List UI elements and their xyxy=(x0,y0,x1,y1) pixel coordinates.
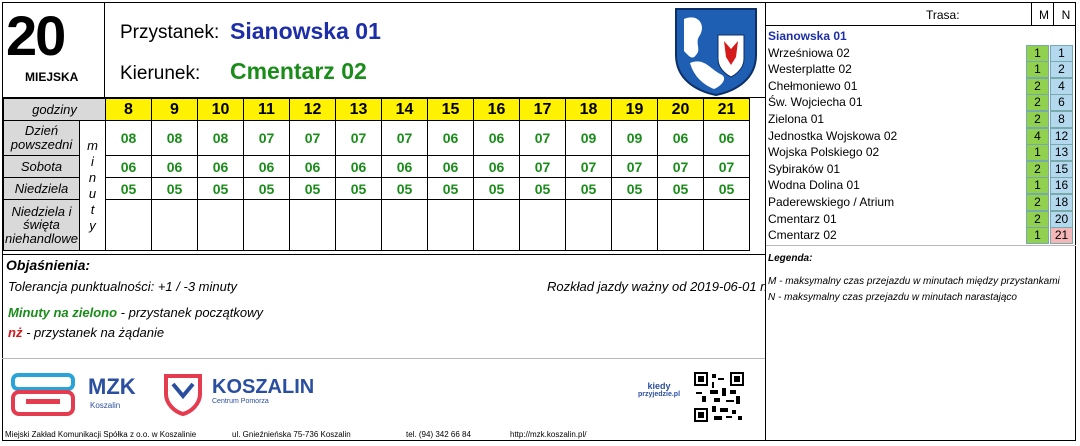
route-stop-n: 20 xyxy=(1050,211,1073,228)
minute-cell xyxy=(336,200,382,251)
route-stop-name: Wojska Polskiego 02 xyxy=(768,145,880,160)
minute-cell xyxy=(198,200,244,251)
route-stop-name: Wrześniowa 02 xyxy=(768,45,850,60)
minute-cell: 07 xyxy=(658,156,704,178)
route-legend-divider xyxy=(766,245,1076,246)
route-n-header: N xyxy=(1061,8,1071,22)
route-stop-name: Cmentarz 02 xyxy=(768,228,837,243)
route-stop-name: Cmentarz 01 xyxy=(768,211,837,226)
minutes-letter: m xyxy=(87,137,98,153)
valid-from-note: Rozkład jazdy ważny od 2019-06-01 r. xyxy=(547,279,768,294)
mzk-logo-text: MZK xyxy=(88,374,136,399)
minute-cell: 06 xyxy=(198,156,244,178)
minute-cell: 05 xyxy=(198,178,244,200)
minutes-letter: n xyxy=(88,169,97,185)
minute-cell: 08 xyxy=(152,121,198,156)
hour-cell: 20 xyxy=(658,99,704,121)
legend-m: M - maksymalny czas przejazdu w minutach między przystankami xyxy=(768,276,1060,287)
minute-cell: 05 xyxy=(704,178,750,200)
route-stop-row xyxy=(768,144,1074,161)
route-stop-m: 1 xyxy=(1026,227,1049,244)
minute-cell: 05 xyxy=(290,178,336,200)
route-stop-n: 12 xyxy=(1050,128,1073,145)
minute-cell: 05 xyxy=(382,178,428,200)
minute-cell: 05 xyxy=(244,178,290,200)
route-stop-m: 2 xyxy=(1026,194,1049,211)
mzk-logo-icon xyxy=(10,372,76,418)
request-stop-note xyxy=(8,325,164,340)
route-stop-row xyxy=(768,128,1074,145)
minute-cell xyxy=(106,200,152,251)
direction-label: Kierunek: xyxy=(120,63,201,84)
minute-cell: 08 xyxy=(106,121,152,156)
route-stop-m: 4 xyxy=(1026,128,1049,145)
minute-cell: 07 xyxy=(612,156,658,178)
route-stop-row xyxy=(768,227,1074,244)
hours-label: godziny xyxy=(4,99,106,121)
hour-cell: 11 xyxy=(244,99,290,121)
minute-cell: 06 xyxy=(474,121,520,156)
minute-cell: 06 xyxy=(658,121,704,156)
minute-cell: 05 xyxy=(612,178,658,200)
line-number: 20 xyxy=(6,4,65,67)
minute-cell: 06 xyxy=(106,156,152,178)
route-stop-n: 8 xyxy=(1050,111,1073,128)
minute-cell: 06 xyxy=(428,121,474,156)
route-head-divider-m xyxy=(1031,3,1032,25)
minute-cell: 07 xyxy=(520,121,566,156)
header-divider xyxy=(104,2,105,97)
minute-cell xyxy=(658,200,704,251)
minute-cell: 05 xyxy=(658,178,704,200)
hour-cell: 12 xyxy=(290,99,336,121)
route-stop-name: Jednostka Wojskowa 02 xyxy=(768,128,898,143)
route-stop-name: Westerplatte 02 xyxy=(768,62,852,77)
minute-cell: 05 xyxy=(474,178,520,200)
line-type: MIEJSKA xyxy=(25,70,79,84)
logos-divider xyxy=(2,358,765,359)
minute-cell: 06 xyxy=(290,156,336,178)
legend-title: Legenda: xyxy=(768,253,813,264)
minute-cell: 06 xyxy=(474,156,520,178)
route-stop-n: 6 xyxy=(1050,94,1073,111)
route-stop-n: 21 xyxy=(1050,227,1073,244)
route-m-header: M xyxy=(1039,8,1049,22)
hour-cell: 19 xyxy=(612,99,658,121)
minute-cell: 05 xyxy=(428,178,474,200)
minute-cell: 07 xyxy=(382,121,428,156)
route-stop-row xyxy=(768,177,1074,194)
hour-cell: 17 xyxy=(520,99,566,121)
koszalin-logo-text: KOSZALIN xyxy=(212,376,315,398)
route-stop-m: 1 xyxy=(1026,45,1049,62)
minute-cell: 05 xyxy=(336,178,382,200)
route-stop-row xyxy=(768,78,1074,95)
route-stop-row xyxy=(768,61,1074,78)
route-stop-name: Wodna Dolina 01 xyxy=(768,178,860,193)
minute-cell: 09 xyxy=(566,121,612,156)
qr-code-icon xyxy=(694,372,744,422)
minute-cell xyxy=(290,200,336,251)
minute-cell: 08 xyxy=(198,121,244,156)
minute-cell: 06 xyxy=(152,156,198,178)
route-divider xyxy=(765,2,766,441)
hour-cell: 9 xyxy=(152,99,198,121)
request-stop-label: nż xyxy=(8,325,23,340)
minute-cell: 05 xyxy=(106,178,152,200)
route-stop-name: Chełmoniewo 01 xyxy=(768,78,858,93)
route-stop-row xyxy=(768,94,1074,111)
row-label-weekday: Dzień powszedni xyxy=(4,121,80,156)
route-stop-row xyxy=(768,161,1074,178)
hour-cell: 10 xyxy=(198,99,244,121)
direction-name: Cmentarz 02 xyxy=(230,58,367,84)
route-stop-n: 1 xyxy=(1050,45,1073,62)
minute-cell: 05 xyxy=(152,178,198,200)
route-stop-row xyxy=(768,45,1074,62)
minute-cell: 06 xyxy=(428,156,474,178)
minute-cell xyxy=(704,200,750,251)
row-label-saturday: Sobota xyxy=(4,156,80,178)
table-bottom-line xyxy=(2,254,765,255)
minute-cell: 06 xyxy=(336,156,382,178)
minute-cell: 07 xyxy=(244,121,290,156)
minute-cell: 06 xyxy=(704,121,750,156)
route-stop-name: Sianowska 01 xyxy=(768,29,847,43)
minutes-letter: i xyxy=(91,153,94,169)
koszalin-crest-icon xyxy=(670,5,762,97)
route-stop-name: Zielona 01 xyxy=(768,112,825,126)
minute-cell: 07 xyxy=(566,156,612,178)
hour-cell: 14 xyxy=(382,99,428,121)
route-head-divider-n xyxy=(1053,3,1054,25)
minute-cell: 06 xyxy=(382,156,428,178)
route-stop-m: 2 xyxy=(1026,161,1049,178)
hour-cell: 21 xyxy=(704,99,750,121)
route-stop-n: 18 xyxy=(1050,194,1073,211)
minute-cell xyxy=(612,200,658,251)
hour-cell: 15 xyxy=(428,99,474,121)
koszalin-logo-subtext: Centrum Pomorza xyxy=(212,398,269,405)
route-stop-m: 2 xyxy=(1026,211,1049,228)
minute-cell xyxy=(520,200,566,251)
minutes-vertical-label xyxy=(80,121,106,251)
row-label-sunday: Niedziela xyxy=(4,178,80,200)
kiedy-przyjedzie-icon xyxy=(638,382,680,398)
minutes-letter: y xyxy=(89,217,96,233)
footer-address: ul. Gnieźnieńska 75-736 Koszalin xyxy=(232,430,351,439)
green-minutes-text: - przystanek początkowy xyxy=(117,305,264,320)
route-stop-row xyxy=(768,194,1074,211)
minutes-letter: u xyxy=(88,185,97,201)
request-stop-text: - przystanek na żądanie xyxy=(22,325,165,340)
route-stop-n: 15 xyxy=(1050,161,1073,178)
route-head-bottom xyxy=(766,25,1076,26)
route-stop-row xyxy=(768,211,1074,228)
hour-cell: 8 xyxy=(106,99,152,121)
koszalin-logo-icon xyxy=(163,372,203,416)
minute-cell: 05 xyxy=(520,178,566,200)
hour-cell: 18 xyxy=(566,99,612,121)
footer-phone: tel. (94) 342 66 84 xyxy=(406,430,471,439)
row-label-holiday: Niedziela i święta niehandlowe xyxy=(4,200,80,251)
footer-url[interactable]: http://mzk.koszalin.pl/ xyxy=(510,430,587,439)
mzk-logo-subtext: Koszalin xyxy=(90,401,121,410)
route-title: Trasa: xyxy=(926,8,960,22)
route-stop-n: 13 xyxy=(1050,144,1073,161)
route-stop-m: 2 xyxy=(1026,94,1049,111)
minute-cell: 05 xyxy=(566,178,612,200)
kiedy-text: kiedy xyxy=(647,381,671,391)
notes-title: Objaśnienia: xyxy=(6,257,91,273)
route-stop-n: 2 xyxy=(1050,61,1073,78)
route-stop-m: 1 xyxy=(1026,61,1049,78)
route-header xyxy=(766,3,1076,25)
minute-cell xyxy=(474,200,520,251)
minute-cell xyxy=(382,200,428,251)
green-minutes-label: Minuty na zielono xyxy=(8,305,118,320)
route-stop-row xyxy=(768,111,1074,128)
minute-cell: 06 xyxy=(244,156,290,178)
minute-cell: 07 xyxy=(520,156,566,178)
route-stop-m: 1 xyxy=(1026,144,1049,161)
route-stop-m: 2 xyxy=(1026,111,1049,128)
minute-cell xyxy=(244,200,290,251)
route-stop-m: 2 xyxy=(1026,78,1049,95)
green-minutes-note xyxy=(8,305,263,320)
hour-cell: 16 xyxy=(474,99,520,121)
minute-cell: 07 xyxy=(290,121,336,156)
hour-cell: 13 xyxy=(336,99,382,121)
timetable-grid xyxy=(3,98,750,251)
minute-cell: 07 xyxy=(704,156,750,178)
route-stop-name: Św. Wojciecha 01 xyxy=(768,95,863,110)
tolerance-note: Tolerancja punktualności: +1 / -3 minuty xyxy=(8,279,237,294)
minute-cell xyxy=(152,200,198,251)
stop-label: Przystanek: xyxy=(120,22,220,43)
stop-name: Sianowska 01 xyxy=(230,18,381,44)
route-stop-name: Sybiraków 01 xyxy=(768,161,841,176)
minutes-letter: t xyxy=(90,201,95,217)
route-stop-n: 4 xyxy=(1050,78,1073,95)
route-stop-row xyxy=(768,28,1074,45)
route-stop-m: 1 xyxy=(1026,177,1049,194)
przyjedzie-text: przyjedzie.pl xyxy=(638,391,681,398)
route-stop-name: Paderewskiego / Atrium xyxy=(768,195,895,209)
minute-cell xyxy=(566,200,612,251)
route-stop-n: 16 xyxy=(1050,177,1073,194)
minute-cell xyxy=(428,200,474,251)
minute-cell: 09 xyxy=(612,121,658,156)
footer-company: Miejski Zakład Komunikacji Spółka z o.o. w Koszalinie xyxy=(5,430,197,439)
minute-cell: 07 xyxy=(336,121,382,156)
legend-n: N - maksymalny czas przejazdu w minutach narastająco xyxy=(768,292,1017,303)
